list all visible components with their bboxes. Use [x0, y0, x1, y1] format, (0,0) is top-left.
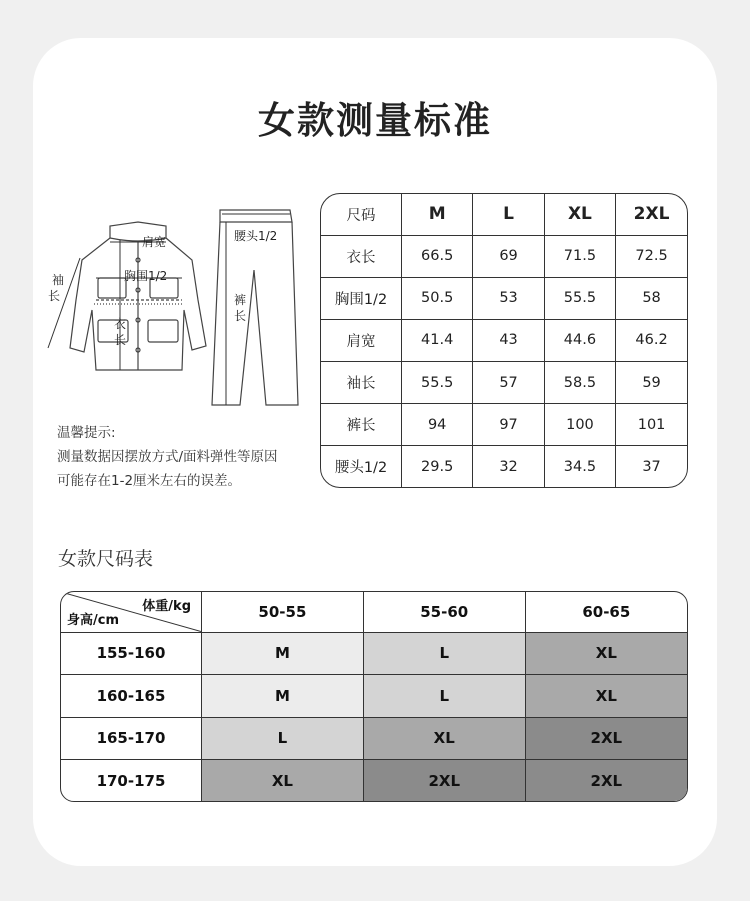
measurement-header-row: [321, 194, 687, 235]
table-cell: 72.5: [616, 235, 687, 277]
table-cell: 69: [473, 235, 544, 277]
size-cell: L: [202, 717, 364, 760]
label-shoulder: 肩宽: [142, 235, 167, 249]
jacket-icon: [70, 222, 206, 370]
measurement-row: [321, 319, 687, 361]
tips-line-2: 可能存在1-2厘米左右的误差。: [57, 473, 242, 489]
size-chart-row: [61, 717, 687, 760]
label-pants-a: 裤: [234, 293, 247, 307]
label-waist: 腰头1/2: [234, 229, 278, 243]
table-cell: 55.5: [544, 277, 615, 319]
table-cell: 57: [473, 362, 544, 404]
header-l: L: [473, 194, 544, 235]
height-label: 165-170: [61, 717, 202, 760]
label-pants-b: 长: [234, 309, 247, 323]
size-cell: XL: [363, 717, 525, 760]
measurement-row: [321, 362, 687, 404]
size-cell: XL: [525, 632, 687, 675]
table-cell: 44.6: [544, 319, 615, 361]
table-cell: 58: [616, 277, 687, 319]
label-length-b: 长: [114, 333, 127, 347]
garment-diagram: [40, 200, 320, 415]
height-label: 160-165: [61, 675, 202, 718]
weight-header: 55-60: [363, 592, 525, 632]
table-cell: 43: [473, 319, 544, 361]
size-cell: L: [363, 632, 525, 675]
row-label: 裤长: [321, 404, 402, 446]
label-chest: 胸围1/2: [124, 269, 168, 283]
table-cell: 32: [473, 446, 544, 487]
height-label: 155-160: [61, 632, 202, 675]
table-cell: 41.4: [402, 319, 473, 361]
corner-weight-label: 体重/kg: [142, 599, 191, 614]
tips-line-1: 测量数据因摆放方式/面料弹性等原因: [57, 449, 278, 465]
table-cell: 101: [616, 404, 687, 446]
size-cell: L: [363, 675, 525, 718]
row-label: 衣长: [321, 235, 402, 277]
row-label: 肩宽: [321, 319, 402, 361]
corner-cell: [61, 592, 202, 632]
measurement-row: [321, 235, 687, 277]
header-size: 尺码: [321, 194, 402, 235]
height-label: 170-175: [61, 760, 202, 801]
table-cell: 53: [473, 277, 544, 319]
size-cell: XL: [525, 675, 687, 718]
size-chart-row: [61, 632, 687, 675]
table-cell: 34.5: [544, 446, 615, 487]
table-cell: 66.5: [402, 235, 473, 277]
corner-height-label: 身高/cm: [67, 612, 120, 628]
table-cell: 46.2: [616, 319, 687, 361]
size-cell: M: [202, 632, 364, 675]
table-cell: 58.5: [544, 362, 615, 404]
table-cell: 50.5: [402, 277, 473, 319]
tips-heading: 温馨提示:: [57, 425, 116, 441]
measurement-row: [321, 404, 687, 446]
table-cell: 37: [616, 446, 687, 487]
header-2xl: 2XL: [616, 194, 687, 235]
label-length-a: 衣: [114, 317, 127, 331]
size-cell: XL: [202, 760, 364, 801]
label-sleeve-a: 袖: [52, 273, 65, 287]
page-title: 女款测量标准: [258, 99, 492, 142]
row-label: 胸围1/2: [321, 277, 402, 319]
row-label: 腰头1/2: [321, 446, 402, 487]
measurement-table: [320, 193, 688, 488]
table-cell: 94: [402, 404, 473, 446]
table-cell: 100: [544, 404, 615, 446]
size-chart-table: [60, 591, 688, 802]
label-sleeve-b: 长: [48, 289, 61, 303]
header-m: M: [402, 194, 473, 235]
size-chart-header-row: [61, 592, 687, 632]
size-chart-row: [61, 760, 687, 801]
weight-header: 60-65: [525, 592, 687, 632]
table-cell: 59: [616, 362, 687, 404]
measurement-row: [321, 446, 687, 487]
table-cell: 97: [473, 404, 544, 446]
row-label: 袖长: [321, 362, 402, 404]
header-xl: XL: [544, 194, 615, 235]
table-cell: 55.5: [402, 362, 473, 404]
table-cell: 71.5: [544, 235, 615, 277]
tips-block: [57, 421, 317, 493]
size-cell: M: [202, 675, 364, 718]
table-cell: 29.5: [402, 446, 473, 487]
size-chart-row: [61, 675, 687, 718]
size-cell: 2XL: [525, 717, 687, 760]
size-cell: 2XL: [525, 760, 687, 801]
size-cell: 2XL: [363, 760, 525, 801]
weight-header: 50-55: [202, 592, 364, 632]
garment-illustration: [40, 200, 320, 415]
measurement-row: [321, 277, 687, 319]
size-chart-title: 女款尺码表: [58, 548, 154, 570]
